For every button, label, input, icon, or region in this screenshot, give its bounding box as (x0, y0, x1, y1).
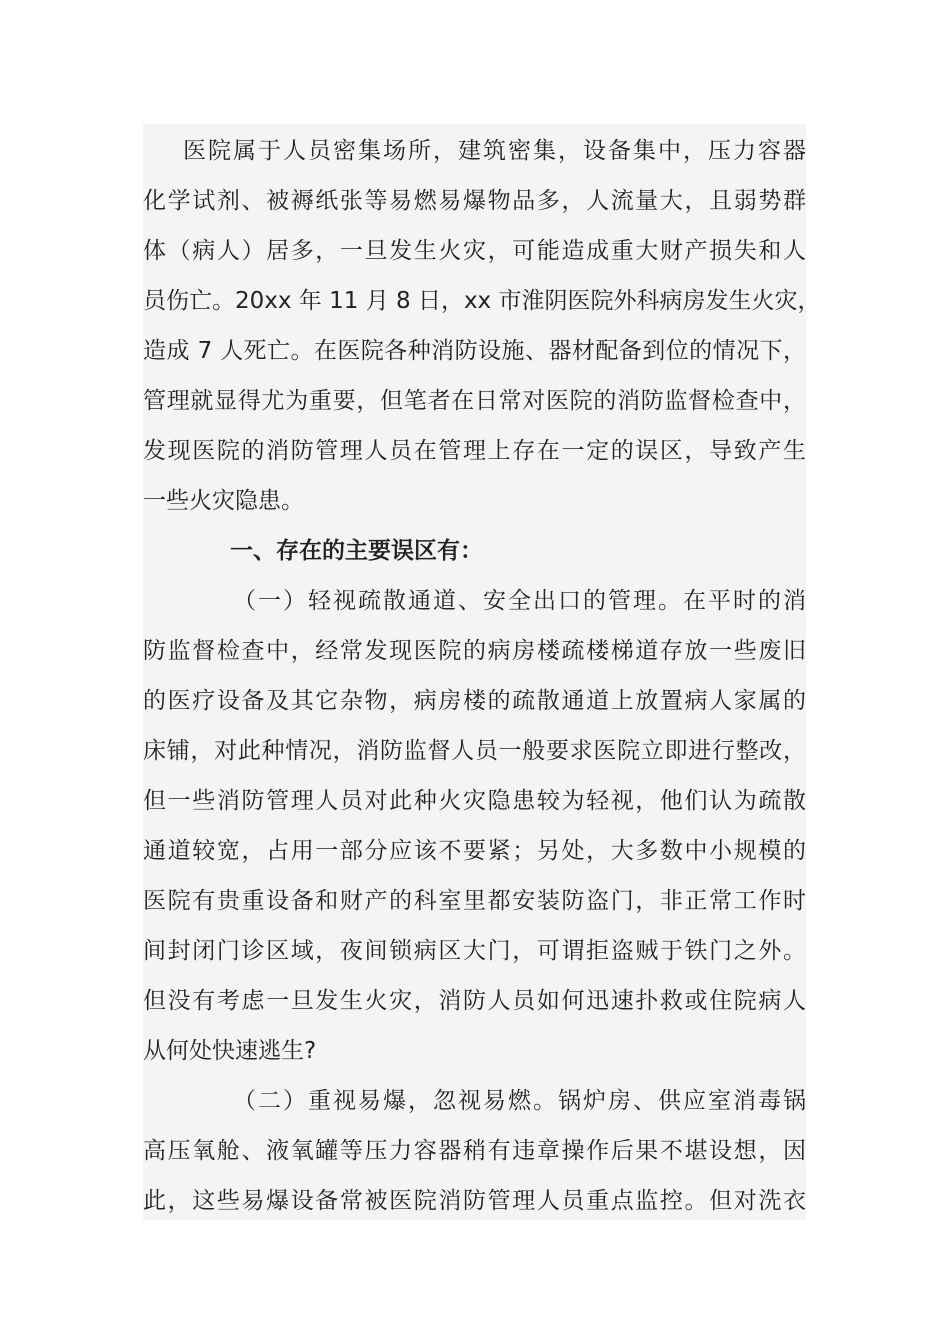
paragraph-1-line-3: 体（病人）居多，一旦发生火灾，可能造成重大财产损失和人 (143, 238, 806, 264)
paragraph-1-line-6: 管理就显得尤为重要，但笔者在日常对医院的消防监督检查中， (143, 388, 806, 414)
paragraph-2-line-1: （一）轻视疏散通道、安全出口的管理。在平时的消 (233, 588, 806, 614)
paragraph-2-line-9: 但没有考虑一旦发生火灾，消防人员如何迅速扑救或住院病人 (143, 988, 806, 1014)
paragraph-1-line-5: 造成 7 人死亡。在医院各种消防设施、器材配备到位的情况下， (143, 338, 806, 364)
paragraph-2-line-6: 通道较宽，占用一部分应该不要紧；另处，大多数中小规模的 (143, 838, 806, 864)
paragraph-1-line-1: 医院属于人员密集场所，建筑密集，设备集中，压力容器 (183, 138, 806, 164)
paragraph-2-line-10: 从何处快速逃生? (143, 1038, 317, 1064)
paragraph-1-line-8: 一些火灾隐患。 (143, 488, 304, 514)
paragraph-2-line-2: 防监督检查中，经常发现医院的病房楼疏楼梯道存放一些废旧 (143, 638, 806, 664)
paragraph-2-line-3: 的医疗设备及其它杂物，病房楼的疏散通道上放置病人家属的 (143, 688, 806, 714)
paragraph-3-line-2: 高压氧舱、液氧罐等压力容器稍有违章操作后果不堪设想，因 (143, 1138, 806, 1164)
paragraph-1-line-2: 化学试剂、被褥纸张等易燃易爆物品多，人流量大，且弱势群 (143, 188, 806, 214)
paragraph-3-line-3: 此，这些易爆设备常被医院消防管理人员重点监控。但对洗衣 (143, 1188, 806, 1214)
paragraph-3-line-1: （二）重视易爆，忽视易燃。锅炉房、供应室消毒锅 (233, 1088, 806, 1114)
paragraph-2-line-7: 医院有贵重设备和财产的科室里都安装防盗门，非正常工作时 (143, 888, 806, 914)
document-text-block (143, 124, 821, 1220)
paragraph-1-line-4: 员伤亡。20xx 年 11 月 8 日，xx 市淮阴医院外科病房发生火灾， (143, 288, 821, 314)
paragraph-2-line-8: 间封闭门诊区域，夜间锁病区大门，可谓拒盗贼于铁门之外。 (143, 938, 806, 964)
paragraph-2-line-4: 床铺，对此种情况，消防监督人员一般要求医院立即进行整改， (143, 738, 806, 764)
section-heading: 一、存在的主要误区有： (230, 538, 483, 564)
paragraph-2-line-5: 但一些消防管理人员对此种火灾隐患较为轻视，他们认为疏散 (143, 788, 806, 814)
paragraph-1-line-7: 发现医院的消防管理人员在管理上存在一定的误区，导致产生 (143, 438, 806, 464)
